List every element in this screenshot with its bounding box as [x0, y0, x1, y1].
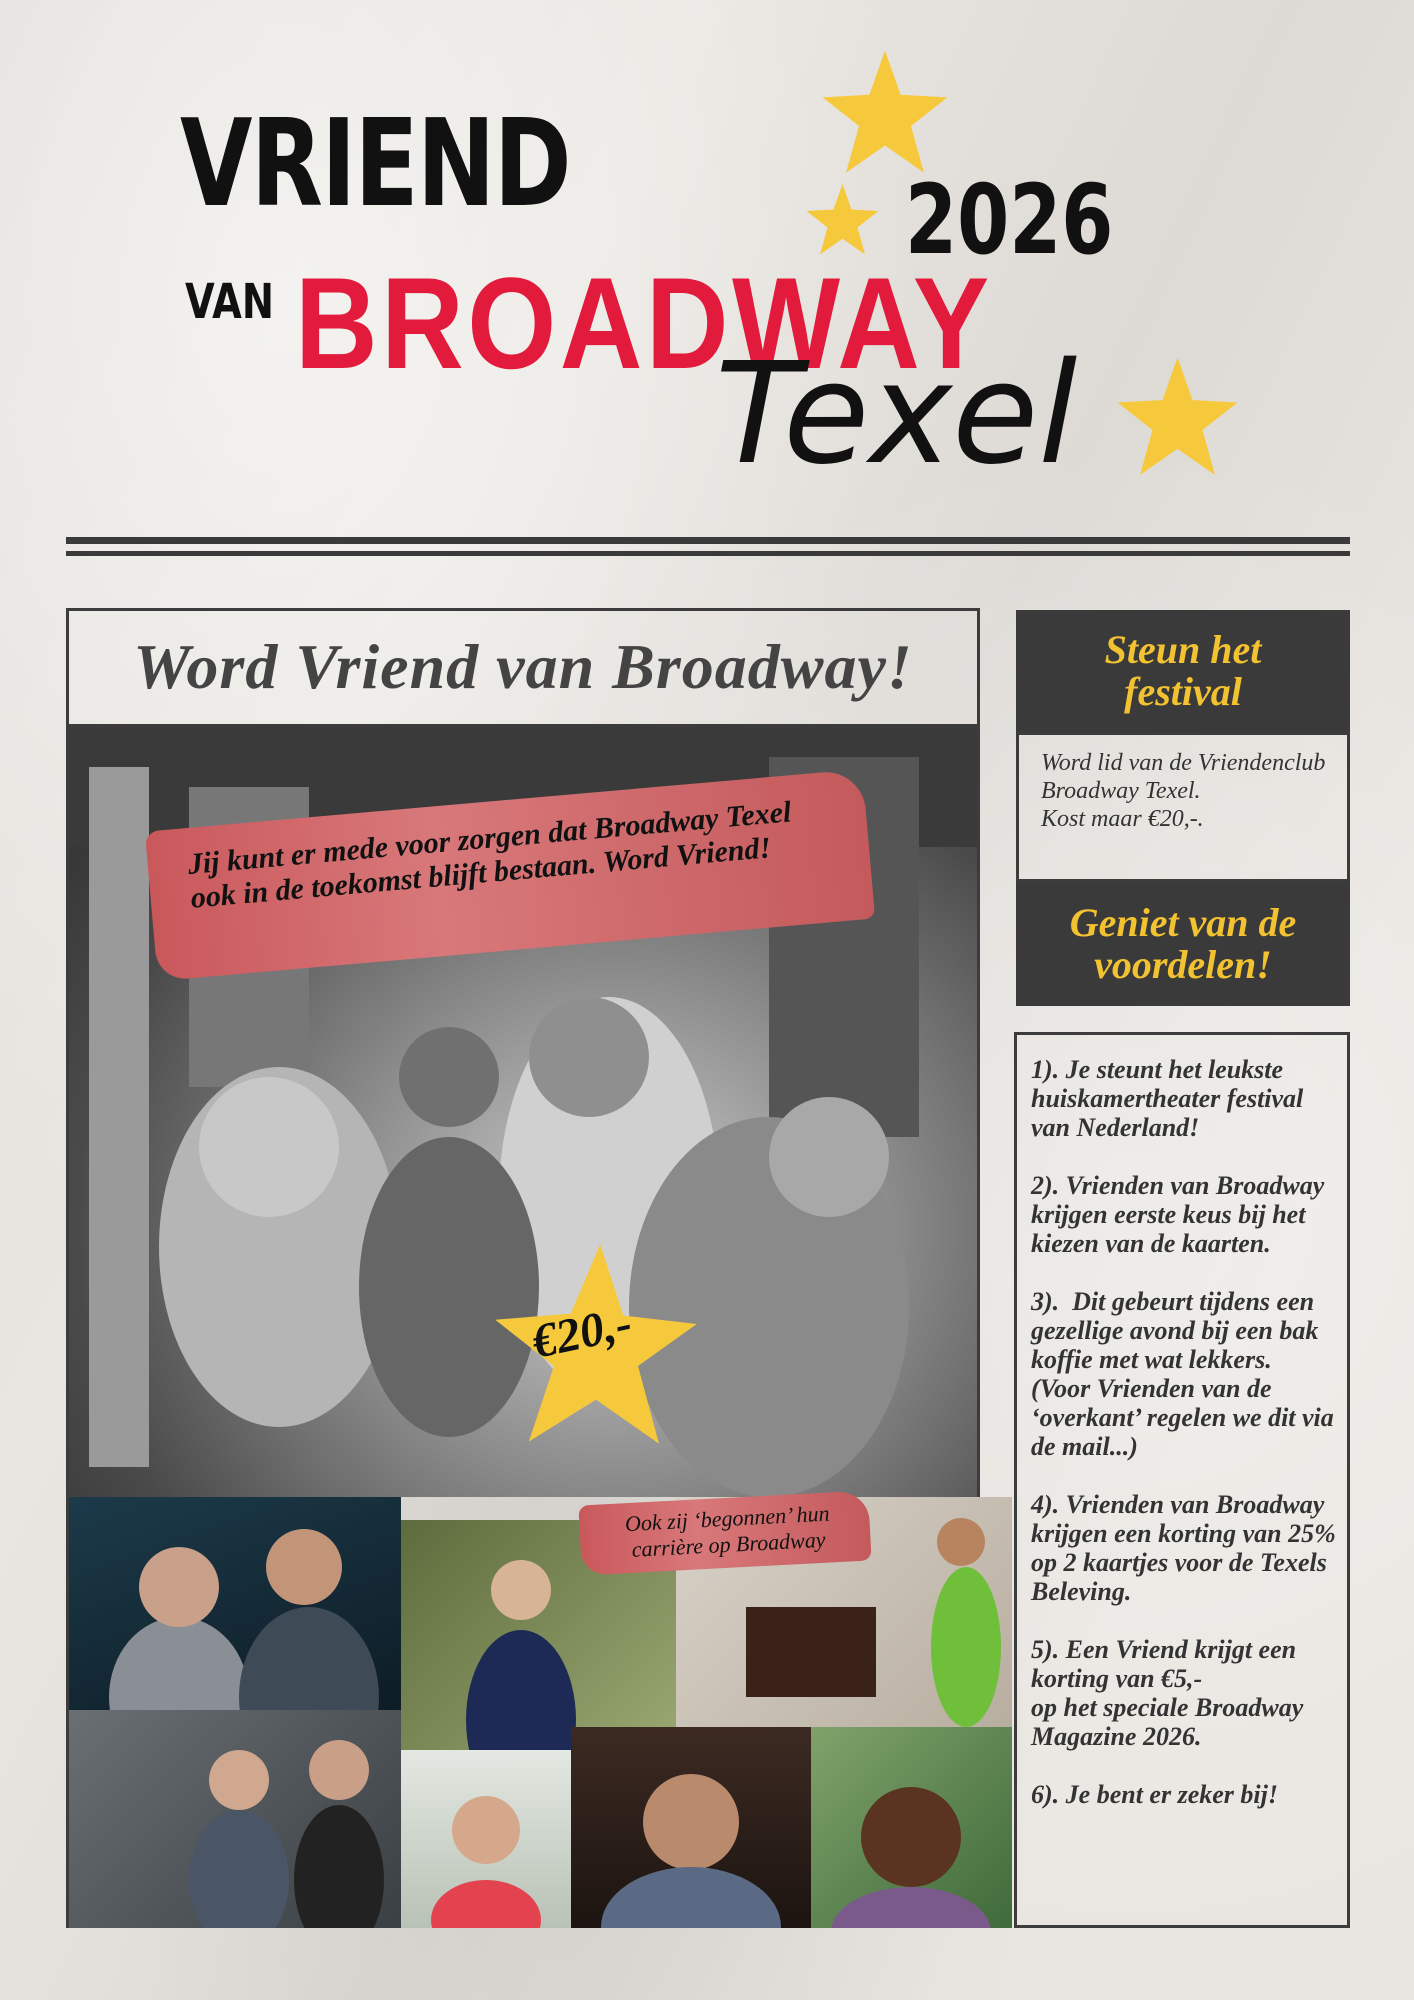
divider-rule [66, 537, 1350, 544]
star-icon [810, 48, 960, 178]
title-year: 2026 [905, 164, 1114, 276]
callout-text: Jij kunt er mede voor zorgen dat Broadway Texel ook in de toekomst blijft bestaan. Word Vriend! [186, 795, 793, 915]
steun-title: Steun het festival [1104, 627, 1262, 714]
benefits-box [1014, 1032, 1350, 1928]
star-icon [1110, 355, 1245, 480]
divider-rule [66, 551, 1350, 556]
geniet-title: Geniet van de voordelen! [1069, 900, 1297, 987]
collage-caption: Ook zij ‘begonnen’ hun carrière op Broadway [624, 1500, 831, 1562]
benefits-list: 1). Je steunt het leukste huiskamertheater festival van Nederland! 2). Vrienden van Broadway krijgen eerste keus bij het kiezen van de kaarten. 3). Dit gebeurt tijdens een gezellige avond bij een bak koffie met wat lekkers. (Voor Vrienden van de ‘overkant’ regelen we dit via de mail...) 4). Vrienden van Broadway krijgen een korting van 25% op 2 kaartjes voor de Texels Beleving. 5). Een Vriend krijgt een korting van €5,- op het speciale Broadway Magazine 2026. 6). Je bent er zeker bij! [1031, 1055, 1336, 1809]
steun-title-box [1016, 610, 1350, 732]
price-label: €20,- [527, 1296, 637, 1369]
collage-photo [811, 1727, 1012, 1928]
collage-photo [571, 1727, 811, 1928]
star-icon [805, 180, 880, 260]
title-texel: Texel [715, 333, 1078, 496]
headline: Word Vriend van Broadway! [133, 631, 913, 702]
title-van: VAN [185, 274, 274, 330]
collage-photo [69, 1710, 401, 1928]
collage-photo [401, 1750, 571, 1928]
steun-text-box [1016, 732, 1350, 882]
title-broadway: BROADWAY [295, 250, 993, 396]
geniet-title-box [1016, 882, 1350, 1006]
title-vriend: VRIEND [180, 95, 570, 234]
collage-photo [69, 1497, 401, 1710]
steun-text: Word lid van de Vriendenclub Broadway Texel. Kost maar €20,-. [1041, 750, 1326, 832]
